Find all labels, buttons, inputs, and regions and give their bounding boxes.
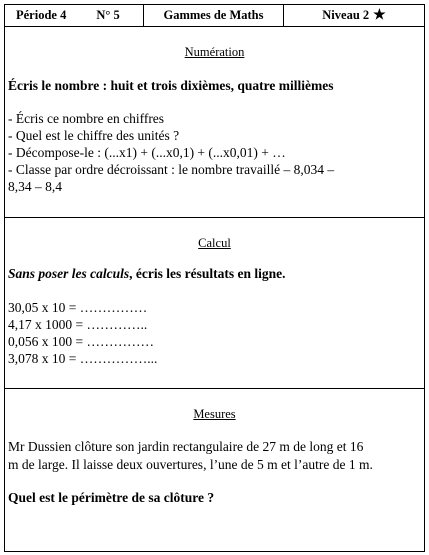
mesures-question: Quel est le périmètre de sa clôture ?	[8, 490, 215, 505]
operation-3: 0,056 x 100 = ……………	[8, 334, 154, 349]
calcul-instruction-rest: , écris les résultats en ligne.	[129, 266, 286, 281]
operation-1: 30,05 x 10 = ……………	[8, 300, 148, 315]
operation-4: 3,078 x 10 = ……………...	[8, 351, 158, 366]
star-icon: ★	[373, 8, 386, 23]
numeration-task-1: - Écris ce nombre en chiffres	[8, 111, 165, 126]
numeration-task-2: - Quel est le chiffre des unités ?	[8, 128, 180, 143]
header-level-cell	[284, 5, 424, 26]
sheet-title: Gammes de Maths	[163, 8, 264, 22]
numeration-task-4: - Classe par ordre décroissant : le nombre travaillé – 8,034 –	[8, 162, 335, 177]
calcul-title: Calcul	[198, 236, 231, 250]
worksheet	[4, 4, 425, 552]
header-title-cell	[144, 5, 284, 26]
level-label: Niveau 2	[322, 8, 370, 22]
operation-2: 4,17 x 1000 = …………..	[8, 317, 148, 332]
numeration-title: Numération	[184, 45, 245, 59]
numeration-section	[5, 27, 424, 218]
numeration-instruction: Écris le nombre : huit et trois dixièmes, quatre millièmes	[8, 78, 334, 93]
calcul-instruction	[8, 266, 418, 282]
mesures-problem-line-1: Mr Dussien clôture son jardin rectangulaire de 27 m de long et 16	[8, 439, 364, 454]
period-label: Période 4	[16, 8, 67, 22]
mesures-problem-line-2: m de large. Il laisse deux ouvertures, l’une de 5 m et l’autre de 1 m.	[8, 457, 373, 472]
mesures-section	[5, 389, 424, 553]
header-period-cell	[5, 5, 144, 26]
numeration-task-3: - Décompose-le : (...x1) + (...x0,1) + (...x0,01) + …	[8, 145, 286, 160]
calcul-section	[5, 218, 424, 389]
mesures-title: Mesures	[193, 407, 236, 421]
worksheet-header	[5, 5, 424, 27]
numeration-task-4-continued: 8,34 – 8,4	[8, 179, 62, 194]
sheet-number: N° 5	[96, 8, 120, 22]
calcul-instruction-italic: Sans poser les calculs	[8, 266, 130, 281]
